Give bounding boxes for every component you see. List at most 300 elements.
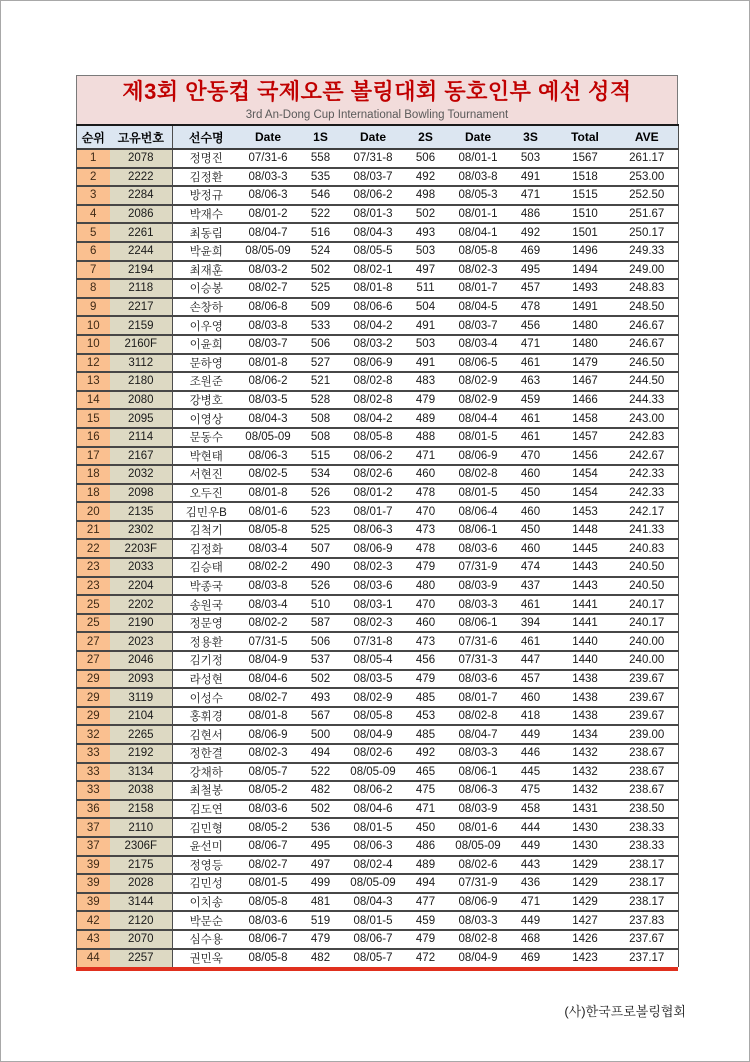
cell-date1: 08/03-6: [240, 800, 297, 819]
cell-date2: 08/05-5: [345, 242, 402, 261]
cell-id: 3134: [110, 763, 173, 782]
cell-date1: 08/05-2: [240, 781, 297, 800]
cell-rank: 14: [77, 391, 110, 410]
cell-id: 2110: [110, 818, 173, 837]
cell-date3: 08/03-3: [450, 744, 507, 763]
cell-ave: 248.50: [616, 298, 679, 317]
header-row: [77, 125, 679, 149]
cell-ave: 246.67: [616, 335, 679, 354]
table-row: [77, 893, 679, 912]
cell-date2: 08/05-8: [345, 428, 402, 447]
cell-rank: 1: [77, 149, 110, 168]
title-block: [76, 75, 678, 124]
cell-total: 1440: [555, 632, 616, 651]
cell-date1: 08/02-7: [240, 279, 297, 298]
cell-rank: 39: [77, 893, 110, 912]
column-header-s1: 1S: [297, 125, 345, 149]
cell-date3: 08/06-4: [450, 502, 507, 521]
cell-s3: 471: [507, 893, 555, 912]
cell-s3: 460: [507, 539, 555, 558]
cell-date1: 08/06-3: [240, 186, 297, 205]
cell-date2: 08/01-7: [345, 502, 402, 521]
cell-s1: 479: [297, 930, 345, 949]
cell-total: 1518: [555, 168, 616, 187]
cell-name: 이윤희: [173, 335, 240, 354]
cell-ave: 240.00: [616, 632, 679, 651]
cell-ave: 239.67: [616, 688, 679, 707]
cell-total: 1443: [555, 577, 616, 596]
cell-rank: 4: [77, 205, 110, 224]
cell-rank: 13: [77, 372, 110, 391]
cell-date2: 08/01-2: [345, 484, 402, 503]
cell-ave: 238.17: [616, 874, 679, 893]
cell-id: 3119: [110, 688, 173, 707]
cell-s1: 546: [297, 186, 345, 205]
cell-id: 2046: [110, 651, 173, 670]
cell-date2: 08/05-8: [345, 707, 402, 726]
cell-total: 1458: [555, 409, 616, 428]
cell-date2: 08/05-4: [345, 651, 402, 670]
cell-name: 정명진: [189, 153, 223, 166]
cell-name: 문동수: [173, 428, 240, 447]
cell-name: 최재훈: [173, 261, 240, 280]
cell-id: 2190: [110, 614, 173, 633]
cell-ave: 238.33: [616, 818, 679, 837]
cell-rank: 25: [77, 614, 110, 633]
cell-date1: 08/04-9: [240, 651, 297, 670]
cell-rank: 42: [77, 911, 110, 930]
column-header-date3: Date: [450, 125, 507, 149]
cell-s1: 495: [297, 837, 345, 856]
cell-rank: 3: [77, 186, 110, 205]
cell-name: 박현태: [173, 447, 240, 466]
cell-s3: 444: [507, 818, 555, 837]
cell-date3: 08/03-9: [450, 577, 507, 596]
cell-rank: 29: [77, 688, 110, 707]
cell-id: 2265: [110, 725, 173, 744]
cell-total: 1496: [555, 242, 616, 261]
cell-total: 1432: [555, 744, 616, 763]
cell-date2: 07/31-8: [345, 632, 402, 651]
cell-name: 김현서: [173, 725, 240, 744]
cell-s1: 521: [297, 372, 345, 391]
table-row: [77, 558, 679, 577]
cell-date1: 08/04-3: [240, 409, 297, 428]
cell-name: 김승태: [173, 558, 240, 577]
cell-s1: 502: [297, 800, 345, 819]
cell-s3: 468: [507, 930, 555, 949]
cell-s2: 470: [402, 502, 450, 521]
cell-s3: 436: [507, 874, 555, 893]
cell-id: 2023: [110, 632, 173, 651]
cell-s2: 473: [402, 632, 450, 651]
cell-date1: 08/05-8: [240, 893, 297, 912]
cell-date3: 08/05-3: [450, 186, 507, 205]
table-row: [77, 856, 679, 875]
cell-date2: 08/02-8: [345, 372, 402, 391]
cell-id: 2158: [110, 800, 173, 819]
table-row: [77, 763, 679, 782]
cell-s3: 460: [507, 502, 555, 521]
cell-date1: 08/02-7: [240, 856, 297, 875]
cell-ave: 239.67: [616, 707, 679, 726]
cell-s2: 491: [402, 316, 450, 335]
cell-date1: 08/01-8: [240, 354, 297, 373]
cell-ave: 253.00: [616, 168, 679, 187]
column-header-name: 선수명: [173, 125, 240, 149]
cell-date2: 08/04-9: [345, 725, 402, 744]
cell-id: 2284: [110, 186, 173, 205]
cell-s2: 471: [402, 447, 450, 466]
cell-s2: 506: [415, 152, 436, 165]
cell-date2: 08/02-3: [345, 614, 402, 633]
cell-date3: 08/03-3: [450, 595, 507, 614]
table-row: [77, 298, 679, 317]
cell-s1: 481: [297, 893, 345, 912]
cell-name: 이치송: [173, 893, 240, 912]
cell-name: 정한결: [173, 744, 240, 763]
cell-total: 1429: [555, 893, 616, 912]
cell-total: 1445: [555, 539, 616, 558]
cell-ave: 240.50: [616, 577, 679, 596]
cell-total: 1454: [555, 484, 616, 503]
cell-name: 홍휘경: [173, 707, 240, 726]
cell-s2: 453: [402, 707, 450, 726]
cell-s2: 511: [402, 279, 450, 298]
cell-s2: 492: [402, 168, 450, 187]
cell-s2: 479: [402, 670, 450, 689]
cell-s2: 489: [402, 409, 450, 428]
cell-id: 2086: [110, 205, 173, 224]
cell-s3: 459: [507, 391, 555, 410]
cutoff-red-line: [76, 967, 678, 971]
cell-date2: 08/02-8: [345, 391, 402, 410]
cell-s1: 537: [297, 651, 345, 670]
table-row: [77, 707, 679, 726]
cell-s1: 500: [297, 725, 345, 744]
cell-ave: 237.17: [616, 949, 679, 968]
cell-total: 1430: [555, 837, 616, 856]
cell-ave: 246.67: [616, 316, 679, 335]
cell-date1: 08/03-3: [240, 168, 297, 187]
cell-s3: 495: [507, 261, 555, 280]
cell-s1: 507: [297, 539, 345, 558]
cell-date1: 08/05-2: [240, 818, 297, 837]
cell-s3: 471: [507, 335, 555, 354]
cell-s2: 479: [402, 930, 450, 949]
cell-s1: 509: [297, 298, 345, 317]
cell-id: 2033: [110, 558, 173, 577]
cell-ave: 242.67: [616, 447, 679, 466]
cell-date2: 08/03-2: [345, 335, 402, 354]
cell-s2: 493: [402, 223, 450, 242]
cell-date1: 08/05-8: [240, 949, 297, 968]
cell-rank: 17: [77, 447, 110, 466]
cell-rank: 37: [77, 818, 110, 837]
cell-date1: 08/02-5: [240, 465, 297, 484]
cell-date2: 08/04-3: [345, 223, 402, 242]
cell-id: 2118: [110, 279, 173, 298]
cell-date2: 08/02-4: [345, 856, 402, 875]
cell-total: 1429: [555, 856, 616, 875]
cell-ave: 250.17: [616, 223, 679, 242]
cell-date3: 08/04-1: [450, 223, 507, 242]
cell-rank: 15: [77, 409, 110, 428]
cell-id: 2159: [110, 316, 173, 335]
cell-date3: 08/02-6: [450, 856, 507, 875]
cell-total: 1510: [555, 205, 616, 224]
cell-total: 1430: [555, 818, 616, 837]
cell-date3: 08/01-1: [450, 205, 507, 224]
cell-ave: 238.50: [616, 800, 679, 819]
table-row: [77, 316, 679, 335]
cell-date3: 08/03-7: [450, 316, 507, 335]
cell-total: 1493: [555, 279, 616, 298]
cell-date2: 08/05-7: [345, 949, 402, 968]
cell-id: 2167: [110, 447, 173, 466]
cell-rank: 8: [77, 279, 110, 298]
cell-s1: 508: [297, 409, 345, 428]
cell-date3: 08/04-4: [450, 409, 507, 428]
cell-id: 2261: [110, 223, 173, 242]
cell-id: 2093: [110, 670, 173, 689]
cell-s3: 456: [507, 316, 555, 335]
cell-date3: 08/06-9: [450, 893, 507, 912]
cell-name: 김민우B: [173, 502, 240, 521]
cell-s1: 527: [297, 354, 345, 373]
cell-ave: 246.50: [616, 354, 679, 373]
cell-rank: 7: [77, 261, 110, 280]
table-row: [77, 354, 679, 373]
cell-date3: 08/04-5: [450, 298, 507, 317]
cell-s1: 535: [297, 168, 345, 187]
page-subtitle: 3rd An-Dong Cup International Bowling Tournament: [245, 109, 509, 121]
cell-rank: 33: [77, 763, 110, 782]
cell-id: 2306F: [110, 837, 173, 856]
cell-s2: 477: [402, 893, 450, 912]
cell-date2: 08/01-5: [345, 818, 402, 837]
cell-date2: 08/06-2: [345, 447, 402, 466]
cell-s2: 485: [402, 725, 450, 744]
cell-s3: 447: [507, 651, 555, 670]
cell-total: 1434: [555, 725, 616, 744]
cell-s2: 471: [402, 800, 450, 819]
cell-s2: 460: [402, 614, 450, 633]
cell-date3: 08/03-6: [450, 539, 507, 558]
cell-rank: 43: [77, 930, 110, 949]
cell-s3: 437: [507, 577, 555, 596]
cell-rank: 33: [77, 781, 110, 800]
cell-date3: 08/02-9: [450, 391, 507, 410]
cell-name: 김기정: [173, 651, 240, 670]
cell-rank: 29: [77, 707, 110, 726]
cell-date3: 08/06-1: [450, 521, 507, 540]
cell-rank: 27: [77, 651, 110, 670]
cell-s3: 457: [507, 670, 555, 689]
cell-date2: 08/04-3: [345, 893, 402, 912]
cell-date2: 08/06-9: [345, 539, 402, 558]
cell-name: 서현진: [173, 465, 240, 484]
cell-id: 2194: [110, 261, 173, 280]
table-row: [77, 279, 679, 298]
cell-date2: 08/04-2: [345, 316, 402, 335]
cell-s1: 558: [310, 152, 331, 165]
cell-s2: 502: [402, 205, 450, 224]
cell-date2: 08/01-5: [345, 911, 402, 930]
cell-name: 심수용: [173, 930, 240, 949]
cell-date3: 08/01-7: [450, 688, 507, 707]
cell-rank: 18: [77, 484, 110, 503]
cell-date2: 08/03-1: [345, 595, 402, 614]
cell-s3: 446: [507, 744, 555, 763]
cell-total: 1438: [555, 688, 616, 707]
cell-date3: 08/02-8: [450, 707, 507, 726]
cell-name: 최동림: [173, 223, 240, 242]
cell-s2: 475: [402, 781, 450, 800]
cell-total: 1480: [555, 316, 616, 335]
cell-date2: 08/01-8: [345, 279, 402, 298]
cell-id: 2104: [110, 707, 173, 726]
cell-date3: 08/03-3: [450, 911, 507, 930]
cell-date2: 08/04-6: [345, 800, 402, 819]
cell-ave: 238.67: [616, 744, 679, 763]
cell-s1: 482: [297, 781, 345, 800]
cell-name: 김정환: [173, 168, 240, 187]
cell-s3: 474: [507, 558, 555, 577]
table-row: [77, 651, 679, 670]
cell-date1: 08/05-7: [240, 763, 297, 782]
cell-date2: 08/06-7: [345, 930, 402, 949]
cell-date1: 08/04-7: [240, 223, 297, 242]
cell-date3: 08/03-8: [450, 168, 507, 187]
cell-total: 1431: [555, 800, 616, 819]
cell-id: 2120: [110, 911, 173, 930]
cell-name: 오두진: [173, 484, 240, 503]
cell-name: 방정규: [173, 186, 240, 205]
cell-name: 이성수: [173, 688, 240, 707]
cell-s1: 526: [297, 577, 345, 596]
table-row: [77, 521, 679, 540]
cell-rank: 21: [77, 521, 110, 540]
cell-name: 김민성: [173, 874, 240, 893]
cell-date1: 08/05-09: [240, 428, 297, 447]
cell-name: 손창하: [173, 298, 240, 317]
cell-total: 1494: [555, 261, 616, 280]
cell-s3: 449: [507, 725, 555, 744]
cell-total: 1479: [555, 354, 616, 373]
cell-total: 1456: [555, 447, 616, 466]
cell-ave: 238.17: [616, 893, 679, 912]
cell-date3: 08/06-5: [450, 354, 507, 373]
cell-id: 3112: [110, 354, 173, 373]
cell-total: 1432: [555, 781, 616, 800]
cell-date3: 08/04-7: [450, 725, 507, 744]
cell-total: 1441: [555, 614, 616, 633]
cell-date3: 08/06-9: [450, 447, 507, 466]
cell-date1: 08/03-2: [240, 261, 297, 280]
cell-date1: 08/01-8: [240, 484, 297, 503]
column-header-total: Total: [555, 125, 616, 149]
table-row: [77, 632, 679, 651]
cell-date3: 07/31-9: [450, 558, 507, 577]
cell-name: 문하영: [173, 354, 240, 373]
cell-s2: 491: [402, 354, 450, 373]
cell-s1: 508: [297, 428, 345, 447]
cell-s1: 534: [297, 465, 345, 484]
cell-total: 1515: [555, 186, 616, 205]
table-row: [77, 428, 679, 447]
cell-name: 권민욱: [173, 949, 240, 968]
cell-name: 김정화: [173, 539, 240, 558]
cell-name: 박문순: [173, 911, 240, 930]
column-header-ave: AVE: [616, 125, 679, 149]
cell-s3: 469: [507, 949, 555, 968]
cell-name: 이우영: [173, 316, 240, 335]
cell-s2: 492: [402, 744, 450, 763]
cell-ave: 242.33: [616, 484, 679, 503]
table-row: [77, 577, 679, 596]
table-row: [77, 670, 679, 689]
cell-date3: 08/02-9: [450, 372, 507, 391]
cell-s1: 567: [297, 707, 345, 726]
cell-s3: 449: [507, 837, 555, 856]
cell-s1: 523: [297, 502, 345, 521]
cell-s1: 519: [297, 911, 345, 930]
cell-date1: 08/06-7: [240, 930, 297, 949]
cell-s1: 497: [297, 856, 345, 875]
cell-s3: 469: [507, 242, 555, 261]
cell-id: 3144: [110, 893, 173, 912]
cell-s2: 465: [402, 763, 450, 782]
cell-date1: 08/02-3: [240, 744, 297, 763]
cell-name: 강채하: [173, 763, 240, 782]
cell-date2: 08/06-3: [345, 521, 402, 540]
cell-date2: 08/06-3: [345, 837, 402, 856]
cell-total: 1467: [555, 372, 616, 391]
cell-ave: 239.67: [616, 670, 679, 689]
cell-ave: 237.67: [616, 930, 679, 949]
cell-ave: 238.67: [616, 763, 679, 782]
cell-s1: 499: [297, 874, 345, 893]
cell-id: 2098: [110, 484, 173, 503]
cell-date3: 08/01-7: [450, 279, 507, 298]
cell-name: 윤선미: [173, 837, 240, 856]
cell-s2: 478: [402, 539, 450, 558]
table-row: [77, 688, 679, 707]
cell-rank: 18: [77, 465, 110, 484]
cell-name: 김민형: [173, 818, 240, 837]
cell-rank: 29: [77, 670, 110, 689]
cell-ave: 244.33: [616, 391, 679, 410]
cell-s1: 490: [297, 558, 345, 577]
cell-total: 1501: [555, 223, 616, 242]
cell-s1: 524: [297, 242, 345, 261]
table-row: [77, 614, 679, 633]
results-table: [76, 124, 679, 967]
cell-ave: 240.17: [616, 595, 679, 614]
cell-s2: 473: [402, 521, 450, 540]
cell-date2: 08/02-9: [345, 688, 402, 707]
cell-date3: 07/31-3: [450, 651, 507, 670]
table-row: [77, 725, 679, 744]
table-row: [77, 595, 679, 614]
cell-name: 박재수: [173, 205, 240, 224]
cell-rank: 27: [77, 632, 110, 651]
cell-s1: 493: [297, 688, 345, 707]
cell-s2: 450: [402, 818, 450, 837]
cell-s1: 522: [297, 205, 345, 224]
cell-date3: 08/03-9: [450, 800, 507, 819]
